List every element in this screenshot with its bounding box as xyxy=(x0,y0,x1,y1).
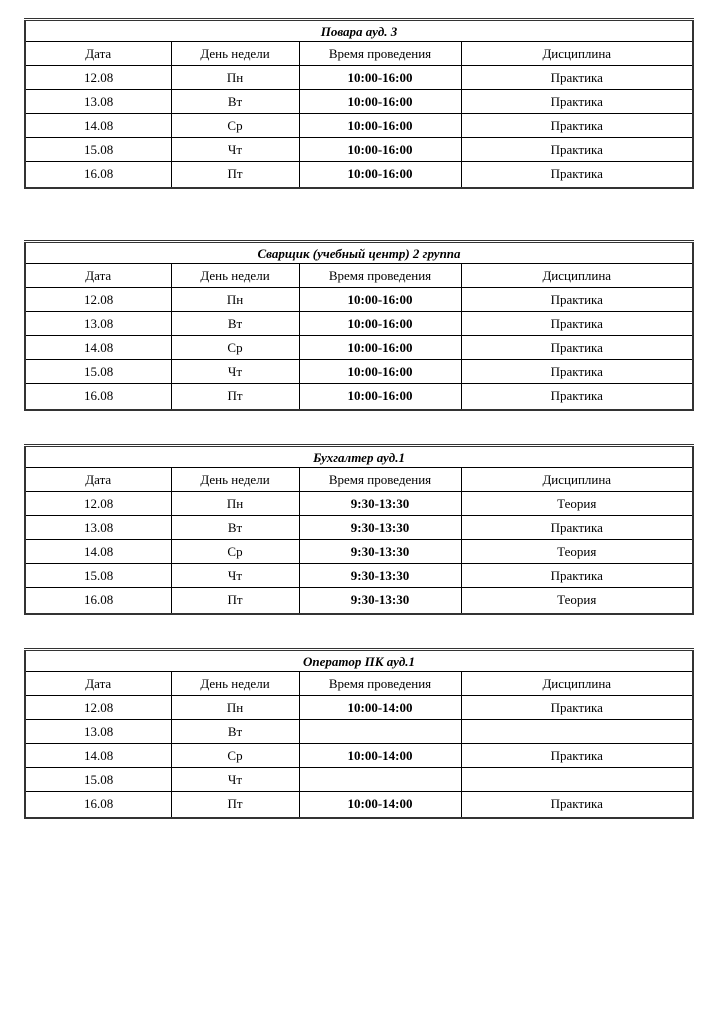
table-row xyxy=(25,516,693,540)
discipline-cell: Практика xyxy=(461,744,693,768)
date-cell: 14.08 xyxy=(25,336,171,360)
date-cell: 12.08 xyxy=(25,492,171,516)
discipline-cell: Практика xyxy=(461,564,693,588)
weekday-cell: Пт xyxy=(171,588,299,614)
header-date: Дата xyxy=(25,264,171,288)
time-cell: 10:00-16:00 xyxy=(299,360,461,384)
weekday-cell: Ср xyxy=(171,744,299,768)
time-cell: 10:00-14:00 xyxy=(299,696,461,720)
date-cell: 14.08 xyxy=(25,540,171,564)
date-cell: 16.08 xyxy=(25,384,171,410)
discipline-cell: Практика xyxy=(461,90,693,114)
table-row xyxy=(25,744,693,768)
weekday-cell: Ср xyxy=(171,540,299,564)
weekday-cell: Вт xyxy=(171,720,299,744)
table-row xyxy=(25,588,693,614)
discipline-cell: Практика xyxy=(461,138,693,162)
table-row xyxy=(25,564,693,588)
table-row xyxy=(25,696,693,720)
table-row xyxy=(25,360,693,384)
table-row xyxy=(25,384,693,410)
date-cell: 15.08 xyxy=(25,360,171,384)
header-time: Время проведения xyxy=(299,264,461,288)
discipline-cell: Практика xyxy=(461,516,693,540)
table-title: Повара ауд. 3 xyxy=(25,20,693,42)
discipline-cell xyxy=(461,768,693,792)
header-weekday: День недели xyxy=(171,672,299,696)
header-time: Время проведения xyxy=(299,42,461,66)
table-title: Оператор ПК ауд.1 xyxy=(25,650,693,672)
header-weekday: День недели xyxy=(171,42,299,66)
table-row xyxy=(25,768,693,792)
table-row xyxy=(25,162,693,188)
header-date: Дата xyxy=(25,42,171,66)
header-date: Дата xyxy=(25,468,171,492)
table-row xyxy=(25,66,693,90)
table-row xyxy=(25,312,693,336)
discipline-cell: Практика xyxy=(461,114,693,138)
discipline-cell: Практика xyxy=(461,792,693,818)
weekday-cell: Вт xyxy=(171,312,299,336)
date-cell: 13.08 xyxy=(25,720,171,744)
schedule-table-accountants xyxy=(24,444,694,615)
time-cell: 10:00-16:00 xyxy=(299,114,461,138)
discipline-cell: Практика xyxy=(461,360,693,384)
weekday-cell: Вт xyxy=(171,90,299,114)
date-cell: 12.08 xyxy=(25,288,171,312)
header-time: Время проведения xyxy=(299,468,461,492)
weekday-cell: Пт xyxy=(171,162,299,188)
time-cell: 10:00-14:00 xyxy=(299,744,461,768)
date-cell: 13.08 xyxy=(25,90,171,114)
date-cell: 16.08 xyxy=(25,792,171,818)
time-cell: 10:00-16:00 xyxy=(299,162,461,188)
time-cell xyxy=(299,768,461,792)
date-cell: 12.08 xyxy=(25,66,171,90)
time-cell: 10:00-16:00 xyxy=(299,138,461,162)
table-row xyxy=(25,90,693,114)
table-row xyxy=(25,336,693,360)
discipline-cell: Практика xyxy=(461,312,693,336)
weekday-cell: Пн xyxy=(171,288,299,312)
discipline-cell: Теория xyxy=(461,540,693,564)
date-cell: 15.08 xyxy=(25,138,171,162)
time-cell: 9:30-13:30 xyxy=(299,540,461,564)
weekday-cell: Ср xyxy=(171,336,299,360)
date-cell: 13.08 xyxy=(25,516,171,540)
schedule-table-welders xyxy=(24,240,694,411)
weekday-cell: Вт xyxy=(171,516,299,540)
header-weekday: День недели xyxy=(171,468,299,492)
date-cell: 15.08 xyxy=(25,768,171,792)
date-cell: 14.08 xyxy=(25,744,171,768)
table-row xyxy=(25,138,693,162)
time-cell: 10:00-16:00 xyxy=(299,288,461,312)
discipline-cell: Теория xyxy=(461,588,693,614)
weekday-cell: Пн xyxy=(171,492,299,516)
time-cell: 10:00-16:00 xyxy=(299,312,461,336)
date-cell: 16.08 xyxy=(25,162,171,188)
date-cell: 13.08 xyxy=(25,312,171,336)
discipline-cell: Практика xyxy=(461,336,693,360)
time-cell: 9:30-13:30 xyxy=(299,588,461,614)
table-row xyxy=(25,792,693,818)
date-cell: 16.08 xyxy=(25,588,171,614)
schedule-table-pc-operators xyxy=(24,648,694,819)
table-title: Бухгалтер ауд.1 xyxy=(25,446,693,468)
weekday-cell: Пн xyxy=(171,66,299,90)
date-cell: 14.08 xyxy=(25,114,171,138)
weekday-cell: Пт xyxy=(171,384,299,410)
time-cell: 9:30-13:30 xyxy=(299,492,461,516)
table-title: Сварщик (учебный центр) 2 группа xyxy=(25,242,693,264)
table-row xyxy=(25,720,693,744)
time-cell: 9:30-13:30 xyxy=(299,564,461,588)
weekday-cell: Чт xyxy=(171,360,299,384)
header-weekday: День недели xyxy=(171,264,299,288)
time-cell: 10:00-16:00 xyxy=(299,336,461,360)
discipline-cell: Теория xyxy=(461,492,693,516)
weekday-cell: Ср xyxy=(171,114,299,138)
header-discipline: Дисциплина xyxy=(461,468,693,492)
table-row xyxy=(25,492,693,516)
time-cell: 10:00-16:00 xyxy=(299,90,461,114)
time-cell: 9:30-13:30 xyxy=(299,516,461,540)
header-discipline: Дисциплина xyxy=(461,264,693,288)
table-row xyxy=(25,288,693,312)
date-cell: 15.08 xyxy=(25,564,171,588)
table-row xyxy=(25,540,693,564)
discipline-cell: Практика xyxy=(461,162,693,188)
header-date: Дата xyxy=(25,672,171,696)
time-cell: 10:00-16:00 xyxy=(299,384,461,410)
weekday-cell: Чт xyxy=(171,138,299,162)
discipline-cell: Практика xyxy=(461,66,693,90)
time-cell xyxy=(299,720,461,744)
date-cell: 12.08 xyxy=(25,696,171,720)
time-cell: 10:00-14:00 xyxy=(299,792,461,818)
header-discipline: Дисциплина xyxy=(461,672,693,696)
discipline-cell: Практика xyxy=(461,384,693,410)
weekday-cell: Пт xyxy=(171,792,299,818)
weekday-cell: Чт xyxy=(171,564,299,588)
weekday-cell: Чт xyxy=(171,768,299,792)
schedule-table-cooks xyxy=(24,18,694,189)
header-time: Время проведения xyxy=(299,672,461,696)
weekday-cell: Пн xyxy=(171,696,299,720)
table-row xyxy=(25,114,693,138)
discipline-cell xyxy=(461,720,693,744)
discipline-cell: Практика xyxy=(461,696,693,720)
header-discipline: Дисциплина xyxy=(461,42,693,66)
time-cell: 10:00-16:00 xyxy=(299,66,461,90)
discipline-cell: Практика xyxy=(461,288,693,312)
